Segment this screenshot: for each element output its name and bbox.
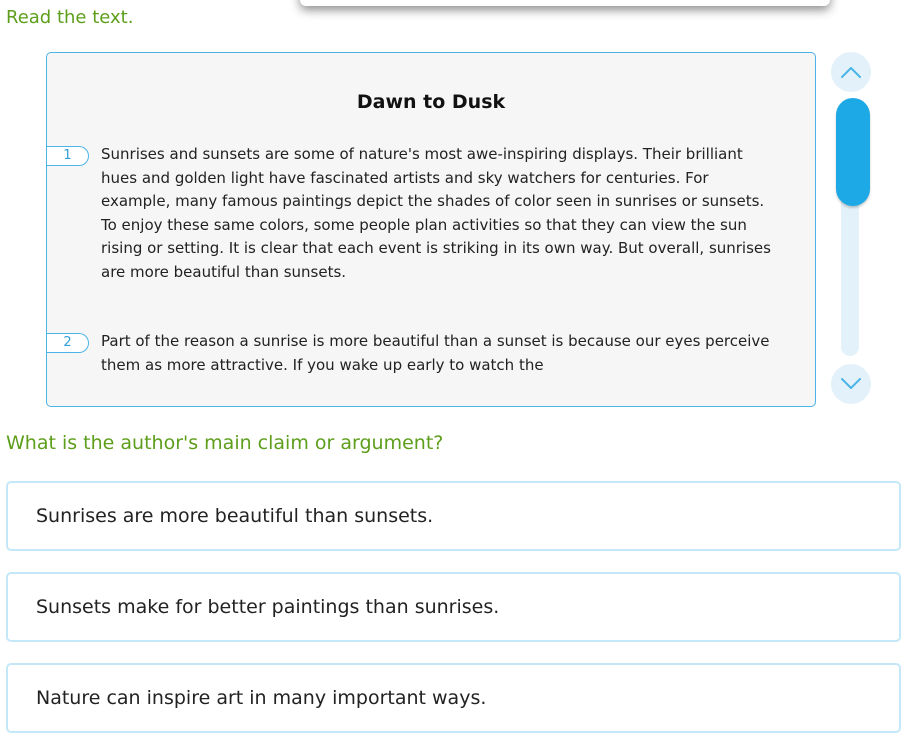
scroll-down-button[interactable] [831, 364, 871, 404]
passage-panel[interactable] [46, 52, 816, 407]
chevron-down-icon [840, 377, 862, 391]
instruction-text: Read the text. [6, 7, 134, 28]
paragraph [47, 330, 775, 377]
answer-choice-3[interactable]: Nature can inspire art in many important ways. [6, 663, 901, 733]
paragraph-text: Part of the reason a sunrise is more beautiful than a sunset is because our eyes perceive them as more attractive. If you wake up early to watch the [101, 332, 770, 374]
question-text: What is the author's main claim or argument? [6, 432, 444, 454]
paragraph-number: 2 [47, 333, 89, 353]
scroll-up-button[interactable] [831, 52, 871, 92]
answer-choice-2[interactable]: Sunsets make for better paintings than sunrises. [6, 572, 901, 642]
passage-title: Dawn to Dusk [356, 91, 506, 113]
paragraph-number: 1 [47, 146, 89, 166]
chevron-up-icon [840, 65, 862, 79]
popup-shadow [300, 0, 830, 6]
paragraph-text: Sunrises and sunsets are some of nature's most awe-inspiring displays. Their brilliant hues and golden light have fascinated artists and sky watchers for centuries. For example, many famous paintings depict the shades of color seen in sunrises or sunsets. To enjoy these same colors, some people plan activities so that they can view the sun rising or setting. It is clear that each event is striking in its own way. But overall, sunrises are more beautiful than sunsets. [101, 145, 771, 281]
scrollbar-thumb[interactable] [836, 98, 870, 206]
answer-choice-1[interactable]: Sunrises are more beautiful than sunsets. [6, 481, 901, 551]
paragraph [47, 143, 775, 284]
